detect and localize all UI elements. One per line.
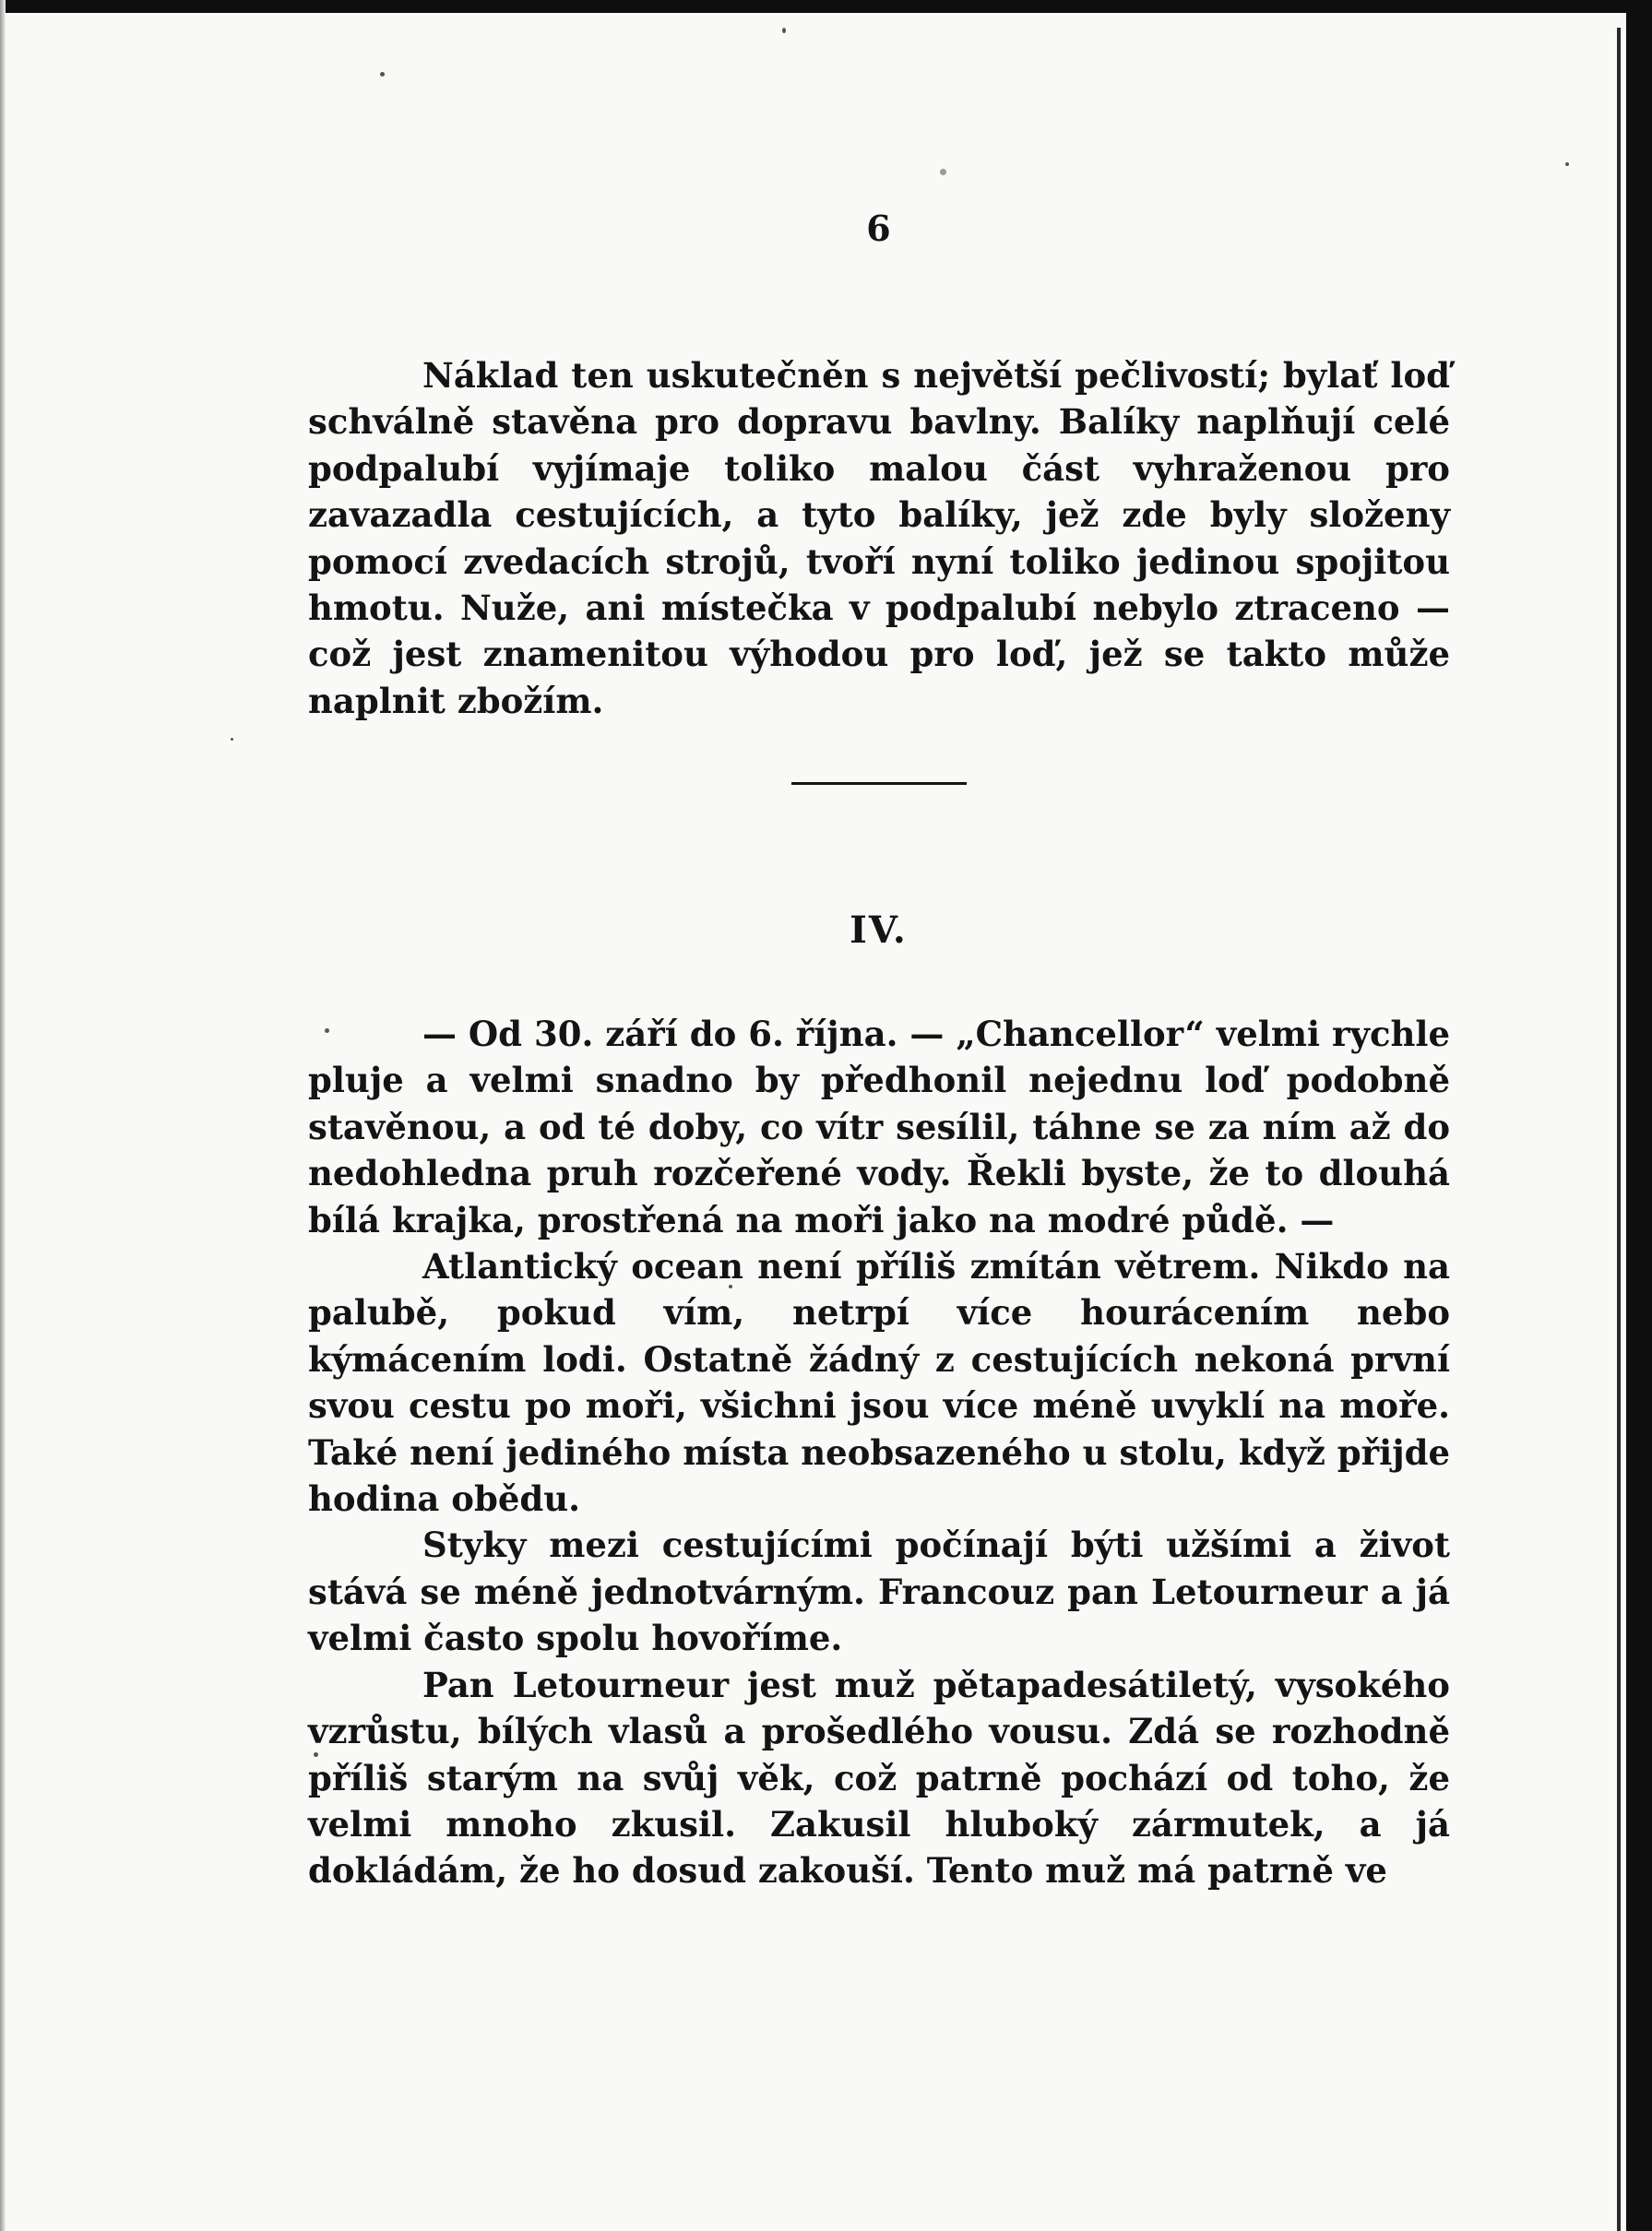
section-separator (791, 782, 967, 785)
paragraph: Styky mezi cestujícími počínají býti užšími a život stává se méně jednotvárným. Francouz pan Letourneur a já velmi často spolu hovoříme. (308, 1525, 1450, 1659)
paragraph: Atlantický ocean není příliš zmítán větrem. Nikdo na palubě, pokud vím, netrpí více hourácením nebo kýmácením lodi. Ostatně žádný z cestujících nekoná první svou cestu po moři, všichni jsou více méně uvyklí na moře. Také není jediného místa neobsazeného u stolu, když přijde hodina obědu. (308, 1246, 1450, 1520)
scan-speck (231, 738, 233, 741)
scan-speck (1565, 162, 1569, 166)
scan-speck (940, 169, 946, 175)
scan-speck (380, 72, 385, 77)
paragraph: Pan Letourneur jest muž pětapadesátiletý, vysokého vzrůstu, bílých vlasů a prošedlého vousu. Zdá se rozhodně příliš starým na svůj věk, což patrně pochází od toho, že velmi mnoho zkusil. Zakusil hluboký zármutek, a já dokládám, že ho dosud zakouší. Tento muž má patrně ve (308, 1664, 1450, 1892)
chapter-text (308, 1011, 1450, 1894)
scan-border-right (1626, 0, 1652, 2231)
page-number: 6 (866, 208, 891, 249)
chapter-heading: IV. (850, 908, 908, 952)
scan-speck (782, 28, 786, 33)
scan-border-left (0, 0, 6, 2231)
paragraph: Náklad ten uskutečněn s největší pečlivostí; bylať loď schválně stavěna pro dopravu bavlny. Balíky naplňují celé podpalubí vyjímaje toliko malou část vyhraženou pro zavazadla cestujících, a tyto balíky, jež zde byly složeny pomocí zvedacích strojů, tvoří nyní toliko jedinou spojitou hmotu. Nuže, ani místečka v podpalubí nebylo ztraceno — což jest znamenitou výhodou pro loď, jež se takto může naplnit zbožím. (308, 355, 1450, 721)
section-before-text (308, 352, 1450, 724)
scan-border-right-inner (1617, 28, 1621, 2231)
scan-border-top (0, 0, 1652, 13)
paragraph: — Od 30. září do 6. října. — „Chancellor“ velmi rychle pluje a velmi snadno by předhonil nejednu loď podobně stavěnou, a od té doby, co vítr sesílil, táhne se za ním až do nedohledna pruh rozčeřené vody. Řekli byste, že to dlouhá bílá krajka, prostřená na moři jako na modré půdě. — (308, 1014, 1450, 1240)
